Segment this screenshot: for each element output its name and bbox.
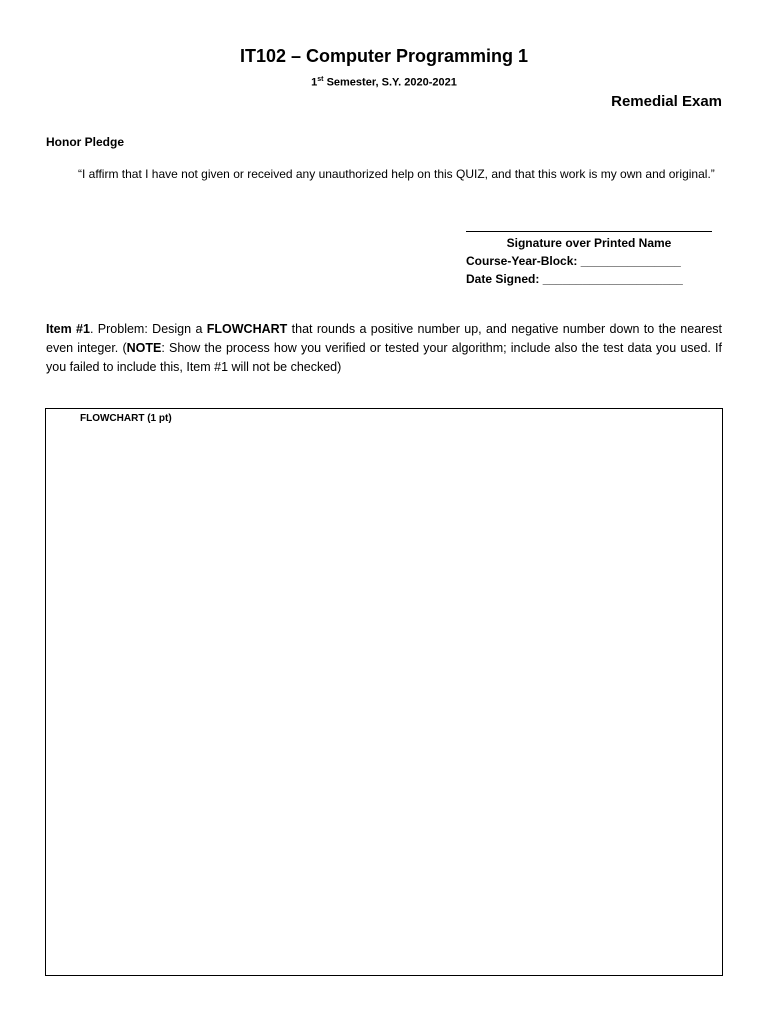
semester-text: Semester, S.Y. 2020-2021 <box>323 76 457 89</box>
flowchart-answer-box[interactable] <box>45 408 723 976</box>
item-number: Item #1 <box>46 322 90 336</box>
date-signed-row[interactable] <box>466 270 718 288</box>
item-text-part-2: that rounds a positive number up, and negative number down to the nearest even integer. ( <box>46 322 722 355</box>
course-year-block-row[interactable] <box>466 252 718 270</box>
item-1-problem <box>46 320 722 377</box>
page-title: IT102 – Computer Programming 1 <box>239 46 529 66</box>
semester-line <box>0 76 768 89</box>
item-text-part-1: . Problem: Design a <box>89 322 207 336</box>
item-note-label: NOTE <box>126 341 162 355</box>
date-signed-label: Date Signed: <box>466 272 540 286</box>
honor-pledge-text: “I affirm that I have not given or received any unauthorized help on this QUIZ, and that this work is my own and original.” <box>78 167 715 181</box>
signature-label: Signature over Printed Name <box>506 236 672 250</box>
flowchart-box-label: FLOWCHART (1 pt) <box>80 413 172 424</box>
signature-line[interactable] <box>466 220 712 232</box>
semester-ordinal: 1 <box>311 76 318 89</box>
item-text-part-3: : Show the process how you verified or tested your algorithm; include also the test data you used. If you failed to include this, Item #1 will not be checked) <box>46 341 723 374</box>
honor-pledge-heading: Honor Pledge <box>46 135 125 149</box>
course-year-block-label: Course-Year-Block: <box>466 254 578 268</box>
date-signed-blank[interactable]: _____________________ <box>542 272 683 286</box>
semester-ordinal-suffix: st <box>317 76 324 83</box>
course-year-block-blank[interactable]: _______________ <box>580 254 681 268</box>
signature-block <box>466 220 718 288</box>
item-keyword: FLOWCHART <box>206 322 288 336</box>
exam-type: Remedial Exam <box>611 93 722 110</box>
